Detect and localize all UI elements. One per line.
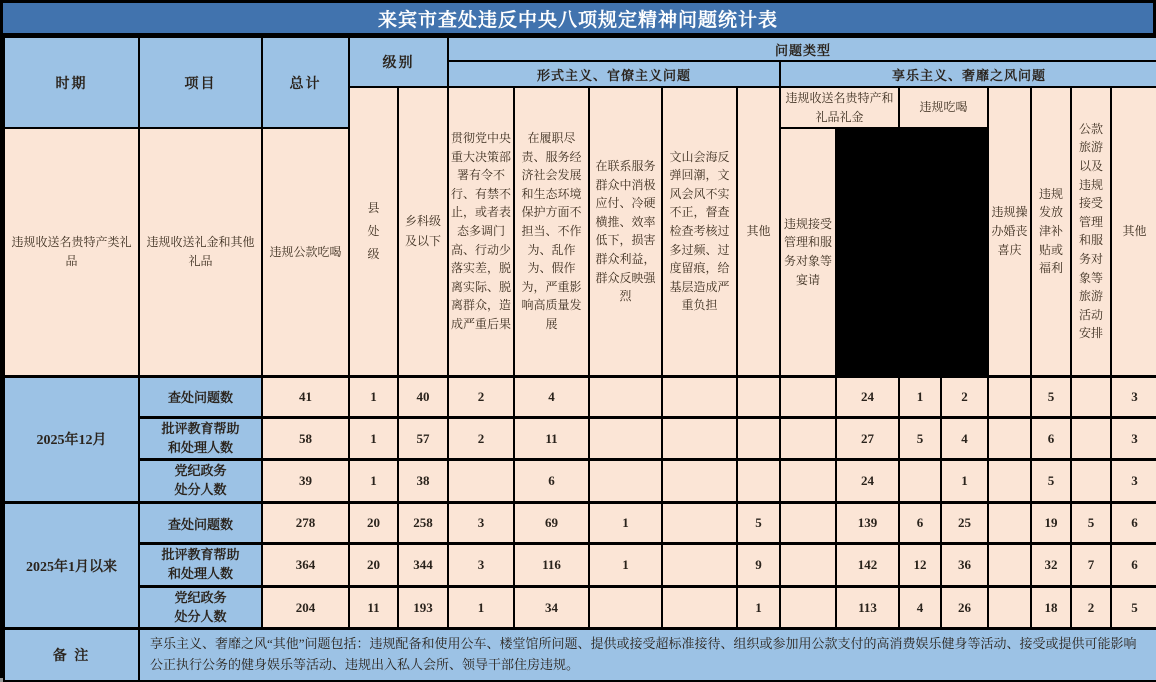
item-label: 批评教育帮助和处理人数	[139, 544, 262, 587]
header-level-township: 乡科级及以下	[398, 87, 448, 376]
value-cell: 1	[737, 586, 780, 629]
value-cell: 25	[941, 503, 988, 544]
value-cell: 5	[1111, 586, 1156, 629]
remark-text: 享乐主义、奢靡之风“其他”问题包括：违规配备和使用公车、楼堂馆所问题、提供或接受超标准接待、组织或参加用公款支付的高消费娱乐健身等活动、接受或提供可能影响公正执行公务的健身娱乐等活动、违规出入私人会所、领导干部住房违规。	[139, 629, 1156, 681]
value-cell: 11	[514, 417, 589, 460]
value-cell	[662, 417, 737, 460]
value-cell: 1	[899, 376, 941, 417]
value-cell: 113	[836, 586, 899, 629]
value-cell: 24	[836, 460, 899, 503]
header-allowances: 违规发放津补贴或福利	[1031, 87, 1071, 376]
value-cell	[589, 460, 662, 503]
remark-label: 备 注	[4, 629, 139, 681]
value-cell: 58	[262, 417, 349, 460]
page-title: 来宾市查处违反中央八项规定精神问题统计表	[3, 3, 1153, 36]
header-problem-type: 问题类型	[448, 37, 1156, 61]
header-formalism-other: 其他	[737, 87, 780, 376]
value-cell	[662, 544, 737, 587]
value-cell	[737, 376, 780, 417]
value-cell: 4	[941, 417, 988, 460]
value-cell	[780, 544, 836, 587]
value-cell: 3	[448, 503, 514, 544]
value-cell: 1	[448, 586, 514, 629]
value-cell: 9	[737, 544, 780, 587]
value-cell	[1071, 376, 1111, 417]
value-cell: 2	[448, 376, 514, 417]
value-cell: 20	[349, 503, 398, 544]
value-cell: 193	[398, 586, 448, 629]
header-gifts-group: 违规收送名贵特产和礼品礼金	[780, 87, 899, 128]
item-label: 党纪政务处分人数	[139, 586, 262, 629]
value-cell	[589, 586, 662, 629]
value-cell: 24	[836, 376, 899, 417]
header-period: 时期	[4, 37, 139, 128]
value-cell	[988, 586, 1031, 629]
header-public-travel: 公款旅游以及违规接受管理和服务对象等旅游活动安排	[1071, 87, 1111, 376]
value-cell	[448, 460, 514, 503]
value-cell: 11	[349, 586, 398, 629]
value-cell	[988, 376, 1031, 417]
value-cell: 36	[941, 544, 988, 587]
value-cell	[780, 376, 836, 417]
header-item: 项目	[139, 37, 262, 128]
value-cell	[899, 460, 941, 503]
header-dining-col-1: 违规公款吃喝	[262, 128, 349, 376]
value-cell: 69	[514, 503, 589, 544]
header-formalism-col-1: 贯彻党中央重大决策部署有令不行、有禁不止，或者表态多调门高、行动少落实差，脱离实际、脱离群众，造成严重后果	[448, 87, 514, 376]
value-cell: 204	[262, 586, 349, 629]
value-cell	[988, 503, 1031, 544]
value-cell: 142	[836, 544, 899, 587]
header-level: 级别	[349, 37, 448, 87]
item-label: 查处问题数	[139, 376, 262, 417]
value-cell: 41	[262, 376, 349, 417]
header-level-county: 县处级	[349, 87, 398, 376]
value-cell: 3	[1111, 460, 1156, 503]
header-dining-group: 违规吃喝	[899, 87, 988, 128]
value-cell: 40	[398, 376, 448, 417]
value-cell: 1	[589, 503, 662, 544]
value-cell: 3	[448, 544, 514, 587]
value-cell	[988, 417, 1031, 460]
value-cell: 26	[941, 586, 988, 629]
value-cell: 139	[836, 503, 899, 544]
value-cell	[988, 460, 1031, 503]
value-cell: 1	[941, 460, 988, 503]
header-hedonism-group: 享乐主义、奢靡之风问题	[780, 61, 1156, 87]
value-cell: 4	[514, 376, 589, 417]
statistics-table	[3, 36, 1156, 682]
value-cell: 20	[349, 544, 398, 587]
value-cell	[737, 460, 780, 503]
value-cell: 5	[1031, 460, 1071, 503]
value-cell: 1	[589, 544, 662, 587]
value-cell: 18	[1031, 586, 1071, 629]
value-cell	[589, 376, 662, 417]
value-cell: 6	[1031, 417, 1071, 460]
value-cell: 6	[1111, 544, 1156, 587]
header-gifts-col-2: 违规收送礼金和其他礼品	[139, 128, 262, 376]
value-cell: 5	[737, 503, 780, 544]
item-label: 批评教育帮助和处理人数	[139, 417, 262, 460]
value-cell: 2	[1071, 586, 1111, 629]
value-cell	[662, 503, 737, 544]
item-label: 党纪政务处分人数	[139, 460, 262, 503]
value-cell: 2	[448, 417, 514, 460]
value-cell: 2	[941, 376, 988, 417]
value-cell	[780, 460, 836, 503]
value-cell	[662, 460, 737, 503]
value-cell: 258	[398, 503, 448, 544]
value-cell: 116	[514, 544, 589, 587]
header-dining-col-2: 违规接受管理和服务对象等宴请	[780, 128, 836, 376]
period-label: 2025年1月以来	[4, 503, 139, 629]
value-cell: 7	[1071, 544, 1111, 587]
period-label: 2025年12月	[4, 376, 139, 502]
header-formalism-col-2: 在履职尽责、服务经济社会发展和生态环境保护方面不担当、不作为、乱作为、假作为，严重影响高质量发展	[514, 87, 589, 376]
value-cell	[780, 586, 836, 629]
value-cell: 6	[899, 503, 941, 544]
header-hedonism-other: 其他	[1111, 87, 1156, 376]
value-cell	[662, 586, 737, 629]
value-cell: 6	[514, 460, 589, 503]
value-cell: 1	[349, 376, 398, 417]
value-cell: 38	[398, 460, 448, 503]
value-cell: 27	[836, 417, 899, 460]
value-cell: 3	[1111, 376, 1156, 417]
value-cell: 1	[349, 417, 398, 460]
value-cell: 4	[899, 586, 941, 629]
value-cell: 6	[1111, 503, 1156, 544]
header-formalism-col-3: 在联系服务群众中消极应付、冷硬横推、效率低下，损害群众利益，群众反映强烈	[589, 87, 662, 376]
header-formalism-group: 形式主义、官僚主义问题	[448, 61, 780, 87]
item-label: 查处问题数	[139, 503, 262, 544]
value-cell	[1071, 460, 1111, 503]
value-cell	[780, 417, 836, 460]
value-cell: 5	[1071, 503, 1111, 544]
header-gifts-col-1: 违规收送名贵特产类礼品	[4, 128, 139, 376]
value-cell: 5	[899, 417, 941, 460]
header-total: 总计	[262, 37, 349, 128]
value-cell: 57	[398, 417, 448, 460]
value-cell	[780, 503, 836, 544]
value-cell	[1071, 417, 1111, 460]
header-wedding-funeral: 违规操办婚丧喜庆	[988, 87, 1031, 376]
value-cell	[988, 544, 1031, 587]
value-cell: 19	[1031, 503, 1071, 544]
value-cell: 12	[899, 544, 941, 587]
value-cell	[662, 376, 737, 417]
header-formalism-col-4: 文山会海反弹回潮，文风会风不实不正，督查检查考核过多过频、过度留痕，给基层造成严重负担	[662, 87, 737, 376]
value-cell: 5	[1031, 376, 1071, 417]
value-cell: 34	[514, 586, 589, 629]
value-cell	[737, 417, 780, 460]
value-cell	[589, 417, 662, 460]
value-cell: 364	[262, 544, 349, 587]
value-cell: 39	[262, 460, 349, 503]
value-cell: 1	[349, 460, 398, 503]
value-cell: 3	[1111, 417, 1156, 460]
value-cell: 344	[398, 544, 448, 587]
value-cell: 32	[1031, 544, 1071, 587]
value-cell: 278	[262, 503, 349, 544]
